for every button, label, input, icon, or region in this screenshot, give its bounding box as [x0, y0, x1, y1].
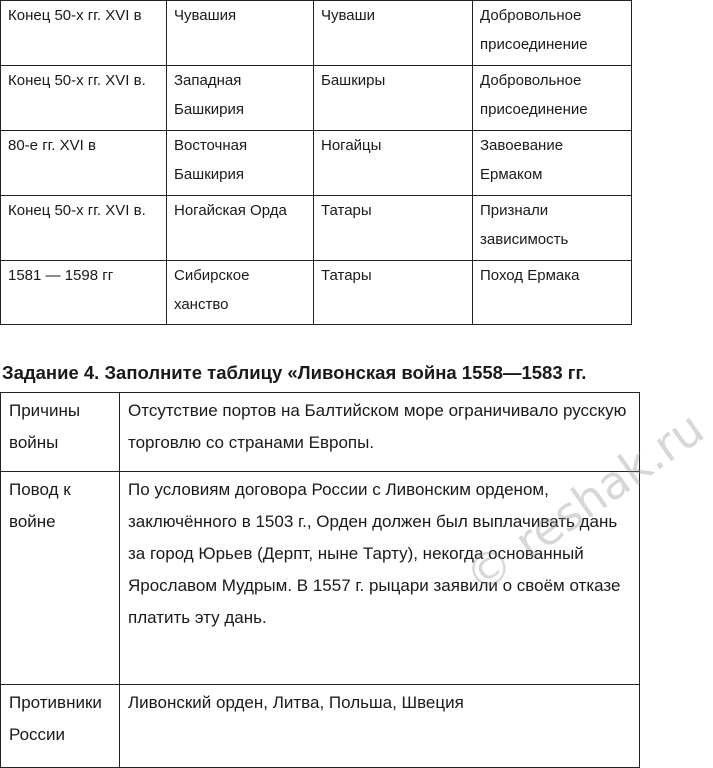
table-cell-period: 1581 — 1598 гг: [1, 261, 167, 325]
watermark: © reshak.ru: [455, 400, 713, 605]
table-cell-method: Добровольное присоединение: [473, 1, 632, 66]
table-cell-method: Завоевание Ермаком: [473, 131, 632, 196]
table-cell-people: Ногайцы: [314, 131, 473, 196]
row-label: Причины войны: [1, 393, 120, 472]
table-cell-method: Поход Ермака: [473, 261, 632, 325]
regions-table: [0, 0, 632, 325]
table-cell-period: Конец 50-х гг. XVI в: [1, 1, 167, 66]
table-row: [1, 685, 640, 768]
row-label: Противники России: [1, 685, 120, 768]
row-text: Отсутствие портов на Балтийском море ограничивало русскую торговлю со странами Европы.: [120, 393, 640, 472]
table-cell-method: Признали зависимость: [473, 196, 632, 261]
table-row: [1, 1, 632, 66]
table-cell-region: Восточная Башкирия: [167, 131, 314, 196]
watermark-text: reshak.ru: [504, 400, 713, 570]
table-row: [1, 196, 632, 261]
table-row: [1, 131, 632, 196]
table-cell-people: Татары: [314, 196, 473, 261]
table-row: [1, 393, 640, 472]
livonian-war-table: [0, 392, 640, 768]
table-cell-region: Западная Башкирия: [167, 66, 314, 131]
row-text: Ливонский орден, Литва, Польша, Швеция: [120, 685, 640, 768]
table-row: [1, 261, 632, 325]
table-cell-method: Добровольное присоединение: [473, 66, 632, 131]
table-row: [1, 472, 640, 685]
table-cell-people: Татары: [314, 261, 473, 325]
row-label: Повод к войне: [1, 472, 120, 685]
row-text: По условиям договора России с Ливонским орденом, заключённого в 1503 г., Орден должен был выплачивать дань за город Юрьев (Дерпт, ныне Тарту), некогда основанный Ярославом Мудрым. В 1557 г. рыцари заявили о своём отказе платить эту дань.: [120, 472, 640, 685]
table-cell-period: Конец 50-х гг. XVI в.: [1, 196, 167, 261]
task-heading: Задание 4. Заполните таблицу «Ливонская война 1558—1583 гг.: [2, 362, 587, 383]
table-cell-people: Башкиры: [314, 66, 473, 131]
table-cell-period: Конец 50-х гг. XVI в.: [1, 66, 167, 131]
table-cell-region: Ногайская Орда: [167, 196, 314, 261]
table-cell-people: Чуваши: [314, 1, 473, 66]
table-row: [1, 66, 632, 131]
table-cell-period: 80-е гг. XVI в: [1, 131, 167, 196]
table-cell-region: Сибирское ханство: [167, 261, 314, 325]
table-cell-region: Чувашия: [167, 1, 314, 66]
